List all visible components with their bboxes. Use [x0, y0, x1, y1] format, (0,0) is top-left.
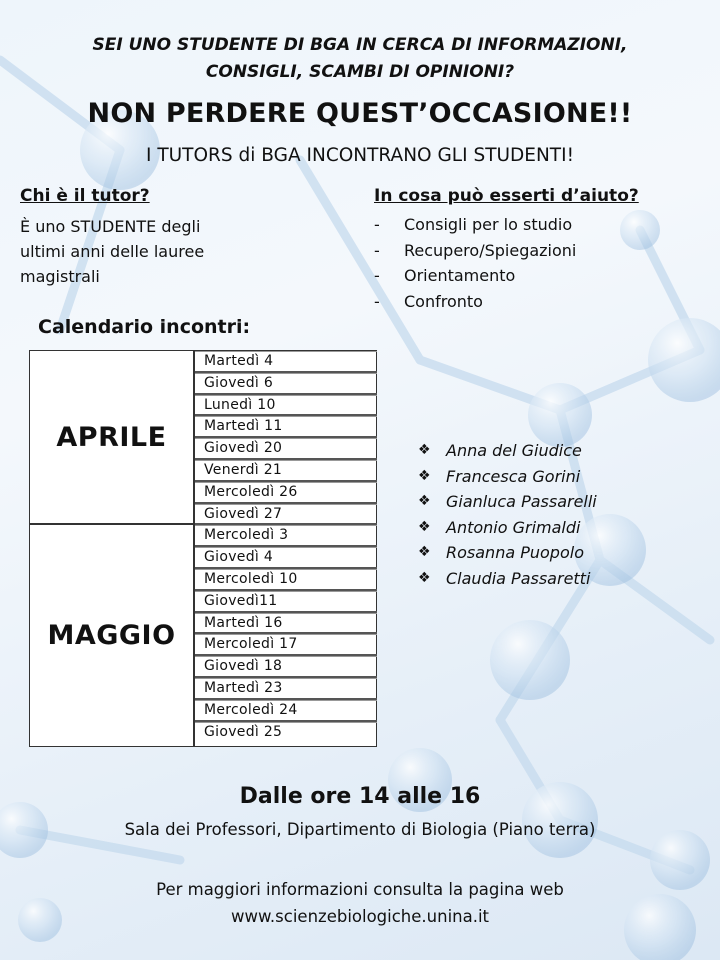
tutor-item — [418, 566, 597, 592]
calendar-day: Giovedì 27 — [195, 504, 377, 526]
diamond-bullet-icon: ❖ — [418, 493, 431, 510]
tutor-item — [418, 489, 597, 515]
calendar-day: Martedì 16 — [195, 613, 377, 635]
calendar-day: Mercoledì 26 — [195, 482, 377, 504]
help-item — [374, 212, 576, 238]
calendar-day: Mercoledì 3 — [195, 525, 377, 547]
dash-icon: - — [374, 240, 380, 260]
calendar-day: Lunedì 10 — [195, 395, 377, 417]
tutor-info-text: È uno STUDENTE degli ultimi anni delle lauree magistrali — [20, 217, 205, 286]
tutor-list — [418, 438, 597, 592]
calendar-day: Giovedì 20 — [195, 438, 377, 460]
subheadline: I TUTORS di BGA INCONTRANO GLI STUDENTI! — [146, 145, 574, 166]
calendar-day: Mercoledì 10 — [195, 569, 377, 591]
help-heading: In cosa può esserti d’aiuto? — [374, 186, 639, 206]
meeting-time: Dalle ore 14 alle 16 — [239, 784, 481, 809]
diamond-bullet-icon: ❖ — [418, 544, 431, 561]
diamond-bullet-icon: ❖ — [418, 467, 431, 484]
tutor-item — [418, 464, 597, 490]
tutor-name: Rosanna Puopolo — [446, 543, 584, 563]
tutor-item — [418, 438, 597, 464]
tutor-item — [418, 540, 597, 566]
calendar-day: Giovedì 25 — [195, 722, 377, 744]
more-info — [0, 876, 720, 930]
calendar-day: Mercoledì 24 — [195, 700, 377, 722]
calendar-day: Martedì 4 — [195, 351, 377, 373]
calendar-day: Giovedì 4 — [195, 547, 377, 569]
tutor-info-heading: Chi è il tutor? — [20, 186, 150, 206]
help-item — [374, 289, 576, 315]
calendar-day: Mercoledì 17 — [195, 634, 377, 656]
calendar-day: Venerdì 21 — [195, 460, 377, 482]
help-item-label: Recupero/Spiegazioni — [404, 240, 577, 260]
diamond-bullet-icon: ❖ — [418, 518, 431, 535]
tutor-name: Gianluca Passarelli — [446, 492, 597, 512]
help-item — [374, 238, 576, 264]
dash-icon: - — [374, 291, 380, 311]
website-link[interactable]: www.scienzebiologiche.unina.it — [230, 907, 490, 926]
calendar-day: Martedì 11 — [195, 416, 377, 438]
tutor-name: Anna del Giudice — [446, 441, 582, 460]
help-item-label: Orientamento — [404, 266, 516, 285]
tutor-name: Francesca Gorini — [446, 466, 581, 486]
diamond-bullet-icon: ❖ — [418, 569, 431, 586]
tutor-item — [418, 515, 597, 541]
help-item-label: Consigli per lo studio — [404, 215, 573, 234]
tutor-name: Claudia Passaretti — [446, 568, 591, 588]
calendar-day: Giovedì 18 — [195, 656, 377, 678]
intro-question — [0, 32, 720, 86]
calendar-title: Calendario incontri: — [38, 316, 251, 338]
month-april: APRILE — [30, 351, 195, 525]
dash-icon: - — [374, 266, 380, 285]
diamond-bullet-icon: ❖ — [418, 442, 431, 458]
calendar-day: Giovedì11 — [195, 591, 377, 613]
month-may: MAGGIO — [30, 525, 195, 746]
calendar-day: Giovedì 6 — [195, 373, 377, 395]
intro-question-line2: CONSIGLI, SCAMBI DI OPINIONI? — [205, 62, 515, 82]
tutor-name: Antonio Grimaldi — [446, 517, 581, 537]
headline: NON PERDERE QUEST’OCCASIONE!! — [87, 98, 633, 129]
calendar-table — [29, 350, 377, 747]
help-item — [374, 263, 576, 289]
intro-question-line1: SEI UNO STUDENTE DI BGA IN CERCA DI INFORMAZIONI, — [92, 35, 628, 55]
help-list — [374, 212, 576, 314]
dash-icon: - — [374, 215, 380, 234]
calendar-day: Martedì 23 — [195, 678, 377, 700]
help-item-label: Confronto — [404, 291, 483, 311]
more-info-text: Per maggiori informazioni consulta la pagina web — [156, 880, 564, 899]
meeting-place: Sala dei Professori, Dipartimento di Biologia (Piano terra) — [124, 820, 596, 839]
calendar-days — [195, 351, 377, 743]
